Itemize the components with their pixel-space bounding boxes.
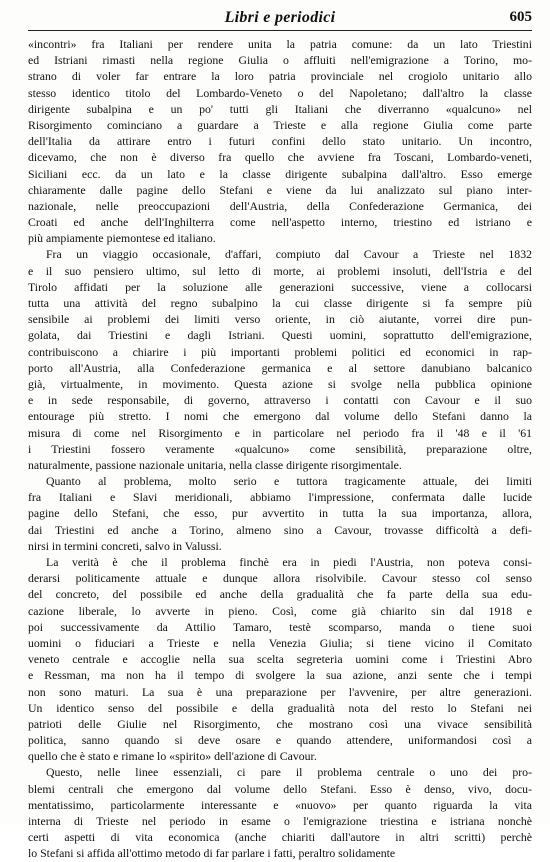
text-line: sensibile ai problemi dei limiti verso oriente, in ciò aiutante, vorrei dire pun-	[28, 312, 532, 327]
text-line: poi successivamente da Attilio Tamaro, testè scomparso, manda o tiene suoi	[28, 619, 532, 634]
text-line: del concreto, del possibile ed anche della gradualità che fa parte della sua edu-	[28, 587, 532, 602]
text-line: contribuiscono a chiarire i più importanti problemi politici ed economici in rap-	[28, 344, 532, 359]
text-line: e il suo pensiero ultimo, sul letto di morte, ai problemi insoluti, dell'Istria e del	[28, 263, 532, 278]
paragraph	[28, 764, 532, 861]
text-line: quello che è stato e rimane lo «spirito» dell'azione di Cavour.	[28, 749, 317, 764]
text-line: pagine dello Stefani, che esso, pur avvertito in tutta la sua importanza, allora,	[28, 506, 532, 521]
text-line: Quanto al problema, molto serio e tuttora tragicamente attuale, dei limiti	[46, 474, 532, 489]
paragraph	[28, 246, 532, 473]
body-text	[28, 36, 532, 862]
text-line: cazione liberale, lo avverte in pieno. Così, come già chiarito sin dal 1918 e	[28, 603, 532, 618]
text-line: lo Stefani si affida all'ottimo metodo di far parlare i fatti, peraltro solidamente	[28, 846, 396, 861]
text-line: patrioti delle Giulie nel Risorgimento, che mostrano così una vivace sensibilità	[28, 716, 532, 731]
text-line: golata, dai Triestini e dagli Istriani. Questi uomini, soprattutto dell'emigrazione,	[28, 328, 532, 343]
text-line: dirigente subalpina e un po' tutti gli Italiani che diverranno «qualcuno» nel	[28, 101, 532, 116]
page-number: 605	[509, 9, 532, 25]
text-line: più ampiamente piemontese ed italiano.	[28, 231, 216, 246]
text-line: mentatissimo, particolarmente interessante e «nuovo» per quanto riguarda la vita	[28, 797, 532, 812]
text-line: naturalmente, passione nazionale unitaria, nella classe dirigente risorgimentale.	[28, 457, 402, 472]
text-line: misura di come nel Risorgimento e in particolare nel periodo fra il '48 e il '61	[28, 425, 532, 440]
text-line: stesso identico titolo del Lombardo-Veneto o del Napoletano; dall'altro la classe	[28, 85, 532, 100]
text-line: politica, sanno quando si deve osare e quando attendere, uniformandosi così a	[28, 733, 532, 748]
text-line: Croati ed anche dell'Inghilterra come nell'aspetto interno, triestino ed istriano e	[28, 215, 532, 230]
text-line: e Ressman, ma non ha il tempo di svolgere la sua azione, anzi sente che i tempi	[28, 668, 532, 683]
text-line: dai Triestini ed anche a Torino, almeno sino a Cavour, trovasse difficoltà a defi-	[28, 522, 532, 537]
text-line: nirsi in termini concreti, salvo in Valussi.	[28, 538, 222, 553]
running-header	[28, 6, 532, 31]
text-line: i Triestini fossero veramente «qualcuno» come sensibilità, preparazione oltre,	[28, 441, 532, 456]
section-title: Libri e periodici	[224, 9, 336, 26]
paragraph	[28, 554, 532, 764]
text-line: Tirolo affidati per la soluzione alle generazioni successive, viene a collocarsi	[28, 279, 532, 294]
text-line: dell'Italia da attirare entro i futuri confini dello stato unitario. Un incontro,	[28, 134, 532, 149]
text-line: strano di voler far entrare la loro patria provinciale nel crogiolo unitario allo	[28, 69, 532, 84]
text-line: porto all'Austria, alla Confederazione germanica e al settore danubiano balcanico	[28, 360, 532, 375]
text-line: e in sede responsabile, di governo, attraverso i contatti con Cavour e il suo	[28, 393, 532, 408]
text-line: veneto centrale e accoglie nella sua scelta segreteria uomini come i Triestini Abro	[28, 652, 532, 667]
text-line: Questo, nelle linee essenziali, ci pare il problema centrale o uno dei pro-	[46, 765, 532, 780]
text-line: entourage più stretto. I nomi che emergono dal volume dello Stefani danno la	[28, 409, 532, 424]
text-line: La verità è che il problema finchè era in piedi l'Austria, non poteva consi-	[46, 555, 532, 569]
text-line: chiaramente dalle pagine dello Stefani e viene da lui analizzato sul piano inter-	[28, 182, 532, 197]
text-line: fra Italiani e Slavi meridionali, abbiamo l'impressione, confermata dalle lucide	[28, 490, 532, 505]
text-line: blemi centrali che emergono dal volume dello Stefani. Esso è denso, vivo, docu-	[28, 781, 532, 796]
text-line: Fra un viaggio occasionale, d'affari, compiuto dal Cavour a Trieste nel 1832	[46, 247, 532, 262]
text-line: dicevamo, che non è diverso fra quello che avviene fra Toscani, Lombardo-veneti,	[28, 150, 532, 165]
text-line: ed Istriani rimasti nella regione Giulia o affluiti nell'emigrazione a Torino, mo-	[28, 53, 532, 68]
text-line: nazionale, nelle preoccupazioni dell'Austria, della Confederazione Germanica, dei	[28, 198, 532, 213]
text-line: interna di Trieste nel periodo in esame o l'emigrazione triestina e istriana nonchè	[28, 814, 532, 828]
text-line: derarsi politicamente attuale e dunque allora risolvibile. Cavour stesso col senso	[28, 571, 532, 586]
text-line: uomini o fiduciari a Trieste e nella Venezia Giulia; si tiene vicino il Comitato	[28, 635, 532, 650]
text-line: tutta una attività del regno subalpino la cui classe dirigente si fa sempre più	[28, 296, 532, 310]
text-line: non sono maturi. La sua è una preparazione per l'avvenire, per altre generazioni.	[28, 684, 532, 699]
text-line: «incontri» fra Italiani per rendere unita la patria comune: da un lato Triestini	[28, 37, 532, 51]
text-line: già, virtualmente, in movimento. Questa azione si svolge nella pubblica opinione	[28, 376, 532, 391]
text-line: Siciliani ecc. da un lato e la classe dirigente subalpina dall'altro. Esso emerge	[28, 166, 532, 181]
text-line: Risorgimento cominciano a guardare a Trieste e alla regione Giulia come parte	[28, 117, 532, 132]
text-line: Un identico senso del possibile e della gradualità nota del resto lo Stefani nei	[28, 700, 532, 715]
paragraph	[28, 473, 532, 554]
text-line: certi aspetti di vita economica (anche chiariti dall'autore in altri scritti) perchè	[28, 830, 532, 845]
paragraph	[28, 36, 532, 246]
